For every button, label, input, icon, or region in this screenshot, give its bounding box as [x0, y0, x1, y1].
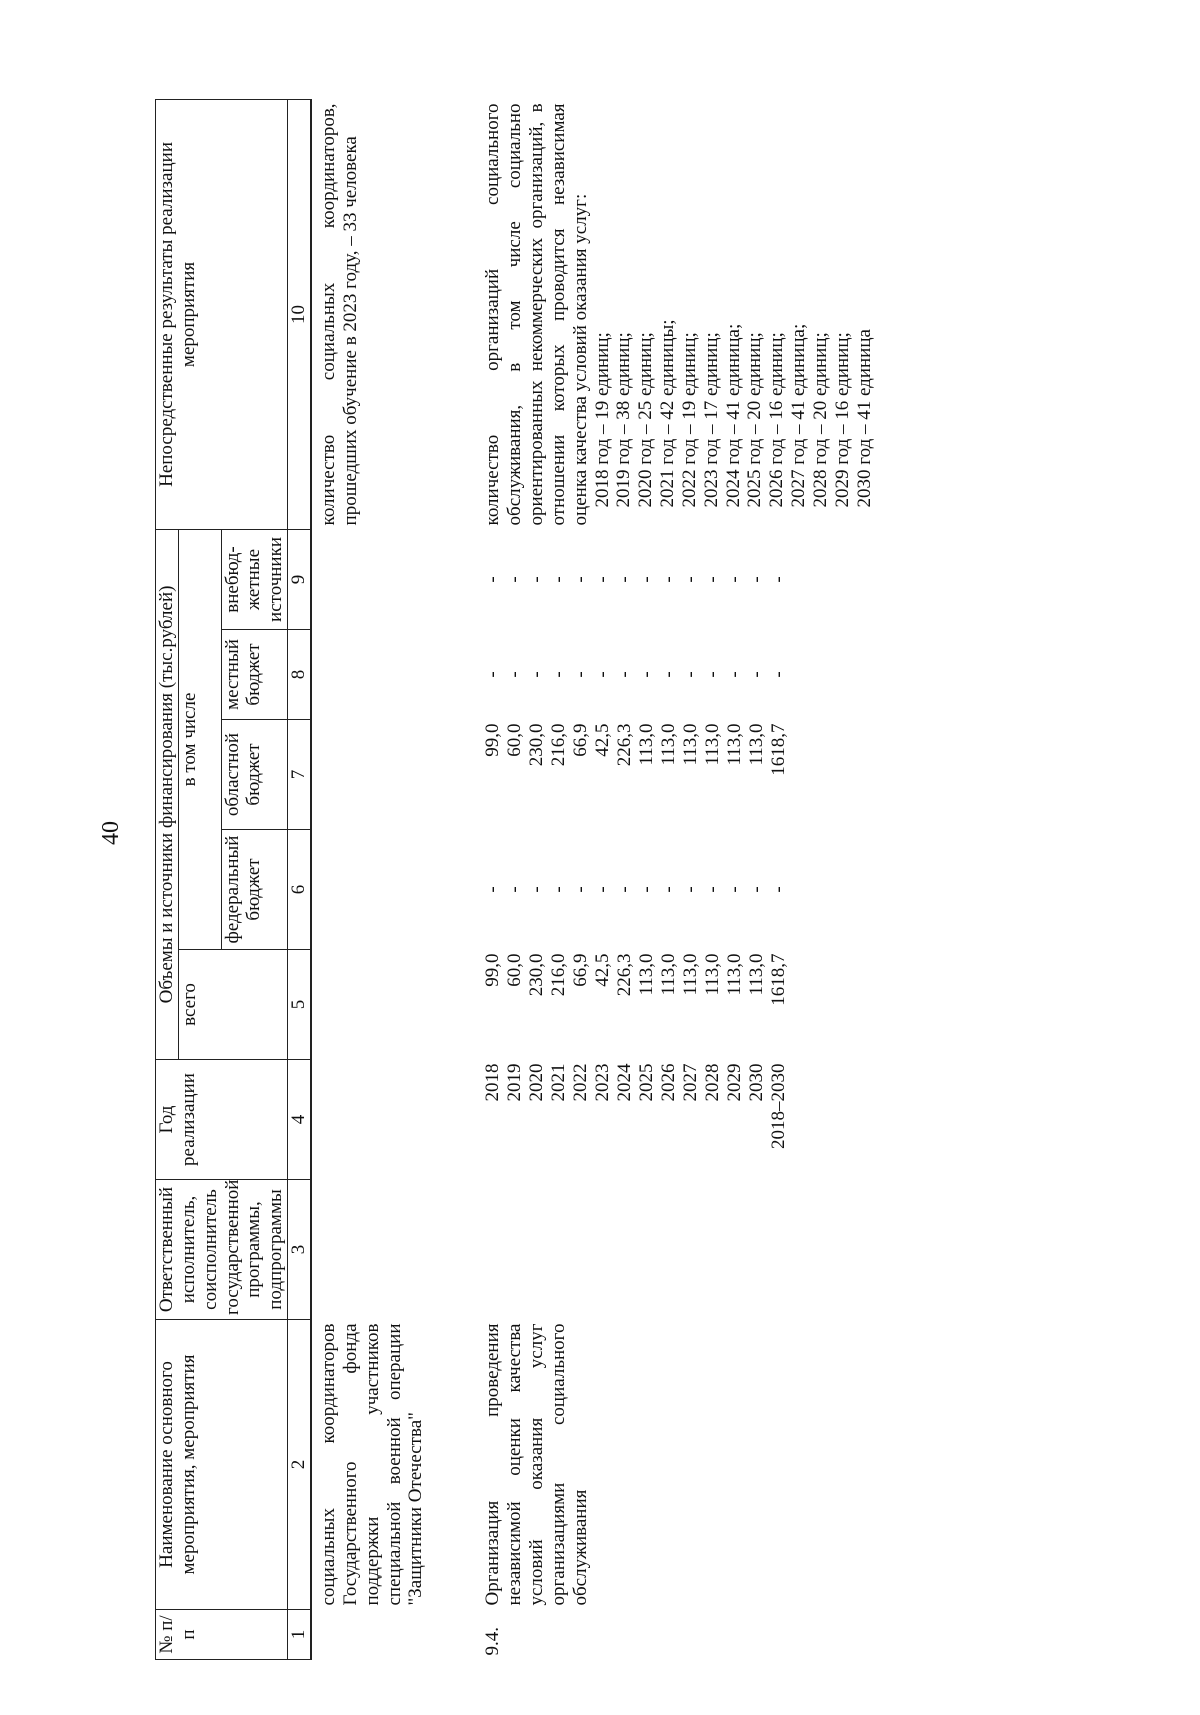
colnum-3: 3: [288, 1180, 312, 1320]
extrabudget-cell: -: [746, 576, 768, 583]
result-year-line: 2019 год – 38 единиц;: [613, 332, 635, 508]
local-cell: -: [504, 671, 526, 678]
total-cell: 230,0: [526, 953, 548, 997]
result-year-line: 2026 год – 16 единиц;: [766, 332, 788, 508]
result-year-line: 2020 год – 25 единиц;: [635, 332, 657, 508]
total-cell: 1618,7: [768, 953, 790, 1006]
local-cell: -: [548, 671, 570, 678]
local-cell: -: [526, 671, 548, 678]
header-result: Непосредственные результаты реализации мероприятия: [156, 99, 288, 529]
result-year-line: 2028 год – 20 единиц;: [809, 332, 831, 508]
total-cell: 113,0: [680, 953, 702, 996]
local-cell: -: [570, 671, 592, 678]
result-year-line: 2024 год – 41 единица;: [722, 323, 744, 508]
header-total: всего: [178, 950, 287, 1060]
header-year: Год реализации: [156, 1060, 288, 1180]
total-cell: 60,0: [504, 953, 526, 987]
colnum-2: 2: [288, 1320, 312, 1610]
result-year-line: 2029 год – 16 единиц;: [831, 332, 853, 508]
total-cell: 113,0: [636, 953, 658, 996]
total-cell: 99,0: [482, 953, 504, 987]
regional-cell: 113,0: [746, 723, 768, 766]
local-cell: -: [592, 671, 614, 678]
regional-cell: 113,0: [702, 723, 724, 766]
federal-cell: -: [636, 886, 658, 893]
colnum-1: 1: [288, 1610, 312, 1660]
result-intro: количество организаций социального обслуживания, в том числе социально ориентированных некоммерческих организаций, в отношении которых проводится независимая оценка качества условий оказания услуг:: [482, 103, 591, 526]
regional-cell: 113,0: [680, 723, 702, 766]
federal-cell: -: [702, 886, 724, 893]
year-cell: 2028: [702, 1063, 724, 1102]
federal-cell: -: [482, 886, 504, 893]
years-list: [482, 1060, 875, 1180]
local-cell: -: [724, 671, 746, 678]
federal-cell: -: [526, 886, 548, 893]
extrabudget-cell: -: [592, 576, 614, 583]
row-num: 9.4.: [482, 1627, 504, 1656]
federal-cell: -: [746, 886, 768, 893]
year-cell: 2029: [724, 1063, 746, 1102]
row-result: [482, 99, 875, 529]
result-years: [592, 103, 876, 525]
local-cell: -: [680, 671, 702, 678]
table-row-9-4: [482, 99, 875, 1659]
header-name: Наименование основного мероприятия, мероприятия: [156, 1320, 288, 1610]
result-year-line: 2021 год – 42 единицы;: [657, 319, 679, 508]
extrabudget-cell: -: [548, 576, 570, 583]
row-name: Организация проведения независимой оценки качества условий оказания услуг организациями социального обслуживания: [482, 1323, 591, 1606]
extrabudget-cell: -: [724, 576, 746, 583]
total-cell: 113,0: [702, 953, 724, 996]
year-cell: 2021: [548, 1063, 570, 1102]
extrabudget-list: [482, 529, 875, 629]
local-cell: -: [482, 671, 504, 678]
header-incl: в том числе: [178, 529, 221, 949]
extrabudget-cell: -: [504, 576, 526, 583]
regional-list: [482, 720, 875, 830]
colnum-5: 5: [288, 950, 312, 1060]
year-cell: 2023: [592, 1063, 614, 1102]
year-cell: 2024: [614, 1063, 636, 1102]
federal-cell: -: [768, 886, 790, 893]
year-cell: 2027: [680, 1063, 702, 1102]
extrabudget-cell: -: [526, 576, 548, 583]
total-cell: 113,0: [724, 953, 746, 996]
header-federal: федеральный бюджет: [221, 830, 288, 950]
regional-cell: 99,0: [482, 723, 504, 757]
regional-cell: 216,0: [548, 723, 570, 767]
year-cell: 2019: [504, 1063, 526, 1102]
total-cell: 42,5: [592, 953, 614, 987]
regional-cell: 226,3: [614, 723, 636, 767]
result-year-line: 2022 год – 19 единиц;: [678, 332, 700, 508]
total-cell: 66,9: [570, 953, 592, 987]
result-year-line: 2025 год – 20 единиц;: [744, 332, 766, 508]
result-year-line: 2030 год – 41 единица: [853, 329, 875, 508]
total-cell: 226,3: [614, 953, 636, 997]
year-cell: 2030: [746, 1063, 768, 1102]
cont-name: социальных координаторов Государственного фонда поддержки участников специальной военной операции "Защитники Отечества": [318, 1323, 427, 1606]
colnum-6: 6: [288, 830, 312, 950]
extrabudget-cell: -: [680, 576, 702, 583]
local-cell: -: [768, 671, 790, 678]
federal-cell: -: [548, 886, 570, 893]
local-cell: -: [658, 671, 680, 678]
header-financing: Объемы и источники финансирования (тыс.рублей): [156, 529, 179, 1059]
year-cell: 2025: [636, 1063, 658, 1102]
year-cell: 2022: [570, 1063, 592, 1102]
total-cell: 216,0: [548, 953, 570, 997]
extrabudget-cell: -: [768, 576, 790, 583]
regional-cell: 60,0: [504, 723, 526, 757]
colnum-10: 10: [288, 99, 312, 529]
result-year-line: 2018 год – 19 единиц;: [591, 332, 613, 508]
regional-cell: 42,5: [592, 723, 614, 757]
colnum-9: 9: [288, 529, 312, 629]
table-row-continuation: [311, 99, 427, 1659]
total-list: [482, 950, 875, 1060]
extrabudget-cell: -: [570, 576, 592, 583]
extrabudget-cell: -: [636, 576, 658, 583]
program-table: [155, 99, 875, 1660]
colnum-4: 4: [288, 1060, 312, 1180]
regional-cell: 1618,7: [768, 723, 790, 776]
regional-cell: 230,0: [526, 723, 548, 767]
cont-result: количество социальных координаторов, прошедших обучение в 2023 году, – 33 человека: [318, 103, 361, 526]
total-cell: 113,0: [658, 953, 680, 996]
regional-cell: 113,0: [724, 723, 746, 766]
rotated-table-sheet: [155, 100, 1035, 1660]
regional-cell: 113,0: [658, 723, 680, 766]
year-cell: 2020: [526, 1063, 548, 1102]
federal-cell: -: [570, 886, 592, 893]
colnum-8: 8: [288, 630, 312, 720]
header-regional: областной бюджет: [221, 720, 288, 830]
header-executor: Ответственный исполнитель, соисполнитель государственной программы, подпрограммы: [156, 1180, 288, 1320]
result-year-line: 2027 год – 41 единица;: [788, 323, 810, 508]
federal-cell: -: [724, 886, 746, 893]
header-extrabudget: внебюд-жетные источники: [221, 529, 288, 629]
local-cell: -: [746, 671, 768, 678]
local-cell: -: [636, 671, 658, 678]
extrabudget-cell: -: [702, 576, 724, 583]
local-cell: -: [614, 671, 636, 678]
extrabudget-cell: -: [658, 576, 680, 583]
year-cell: 2026: [658, 1063, 680, 1102]
header-local: местный бюджет: [221, 630, 288, 720]
page-number: 40: [98, 821, 124, 845]
total-cell: 113,0: [746, 953, 768, 996]
header-num: № п/п: [156, 1610, 288, 1660]
federal-cell: -: [658, 886, 680, 893]
federal-cell: -: [614, 886, 636, 893]
year-cell: 2018–2030: [768, 1063, 790, 1149]
regional-cell: 113,0: [636, 723, 658, 766]
local-list: [482, 630, 875, 720]
federal-list: [482, 830, 875, 950]
colnum-7: 7: [288, 720, 312, 830]
local-cell: -: [702, 671, 724, 678]
federal-cell: -: [592, 886, 614, 893]
regional-cell: 66,9: [570, 723, 592, 757]
year-cell: 2018: [482, 1063, 504, 1102]
extrabudget-cell: -: [482, 576, 504, 583]
extrabudget-cell: -: [614, 576, 636, 583]
federal-cell: -: [504, 886, 526, 893]
federal-cell: -: [680, 886, 702, 893]
result-year-line: 2023 год – 17 единиц;: [700, 332, 722, 508]
